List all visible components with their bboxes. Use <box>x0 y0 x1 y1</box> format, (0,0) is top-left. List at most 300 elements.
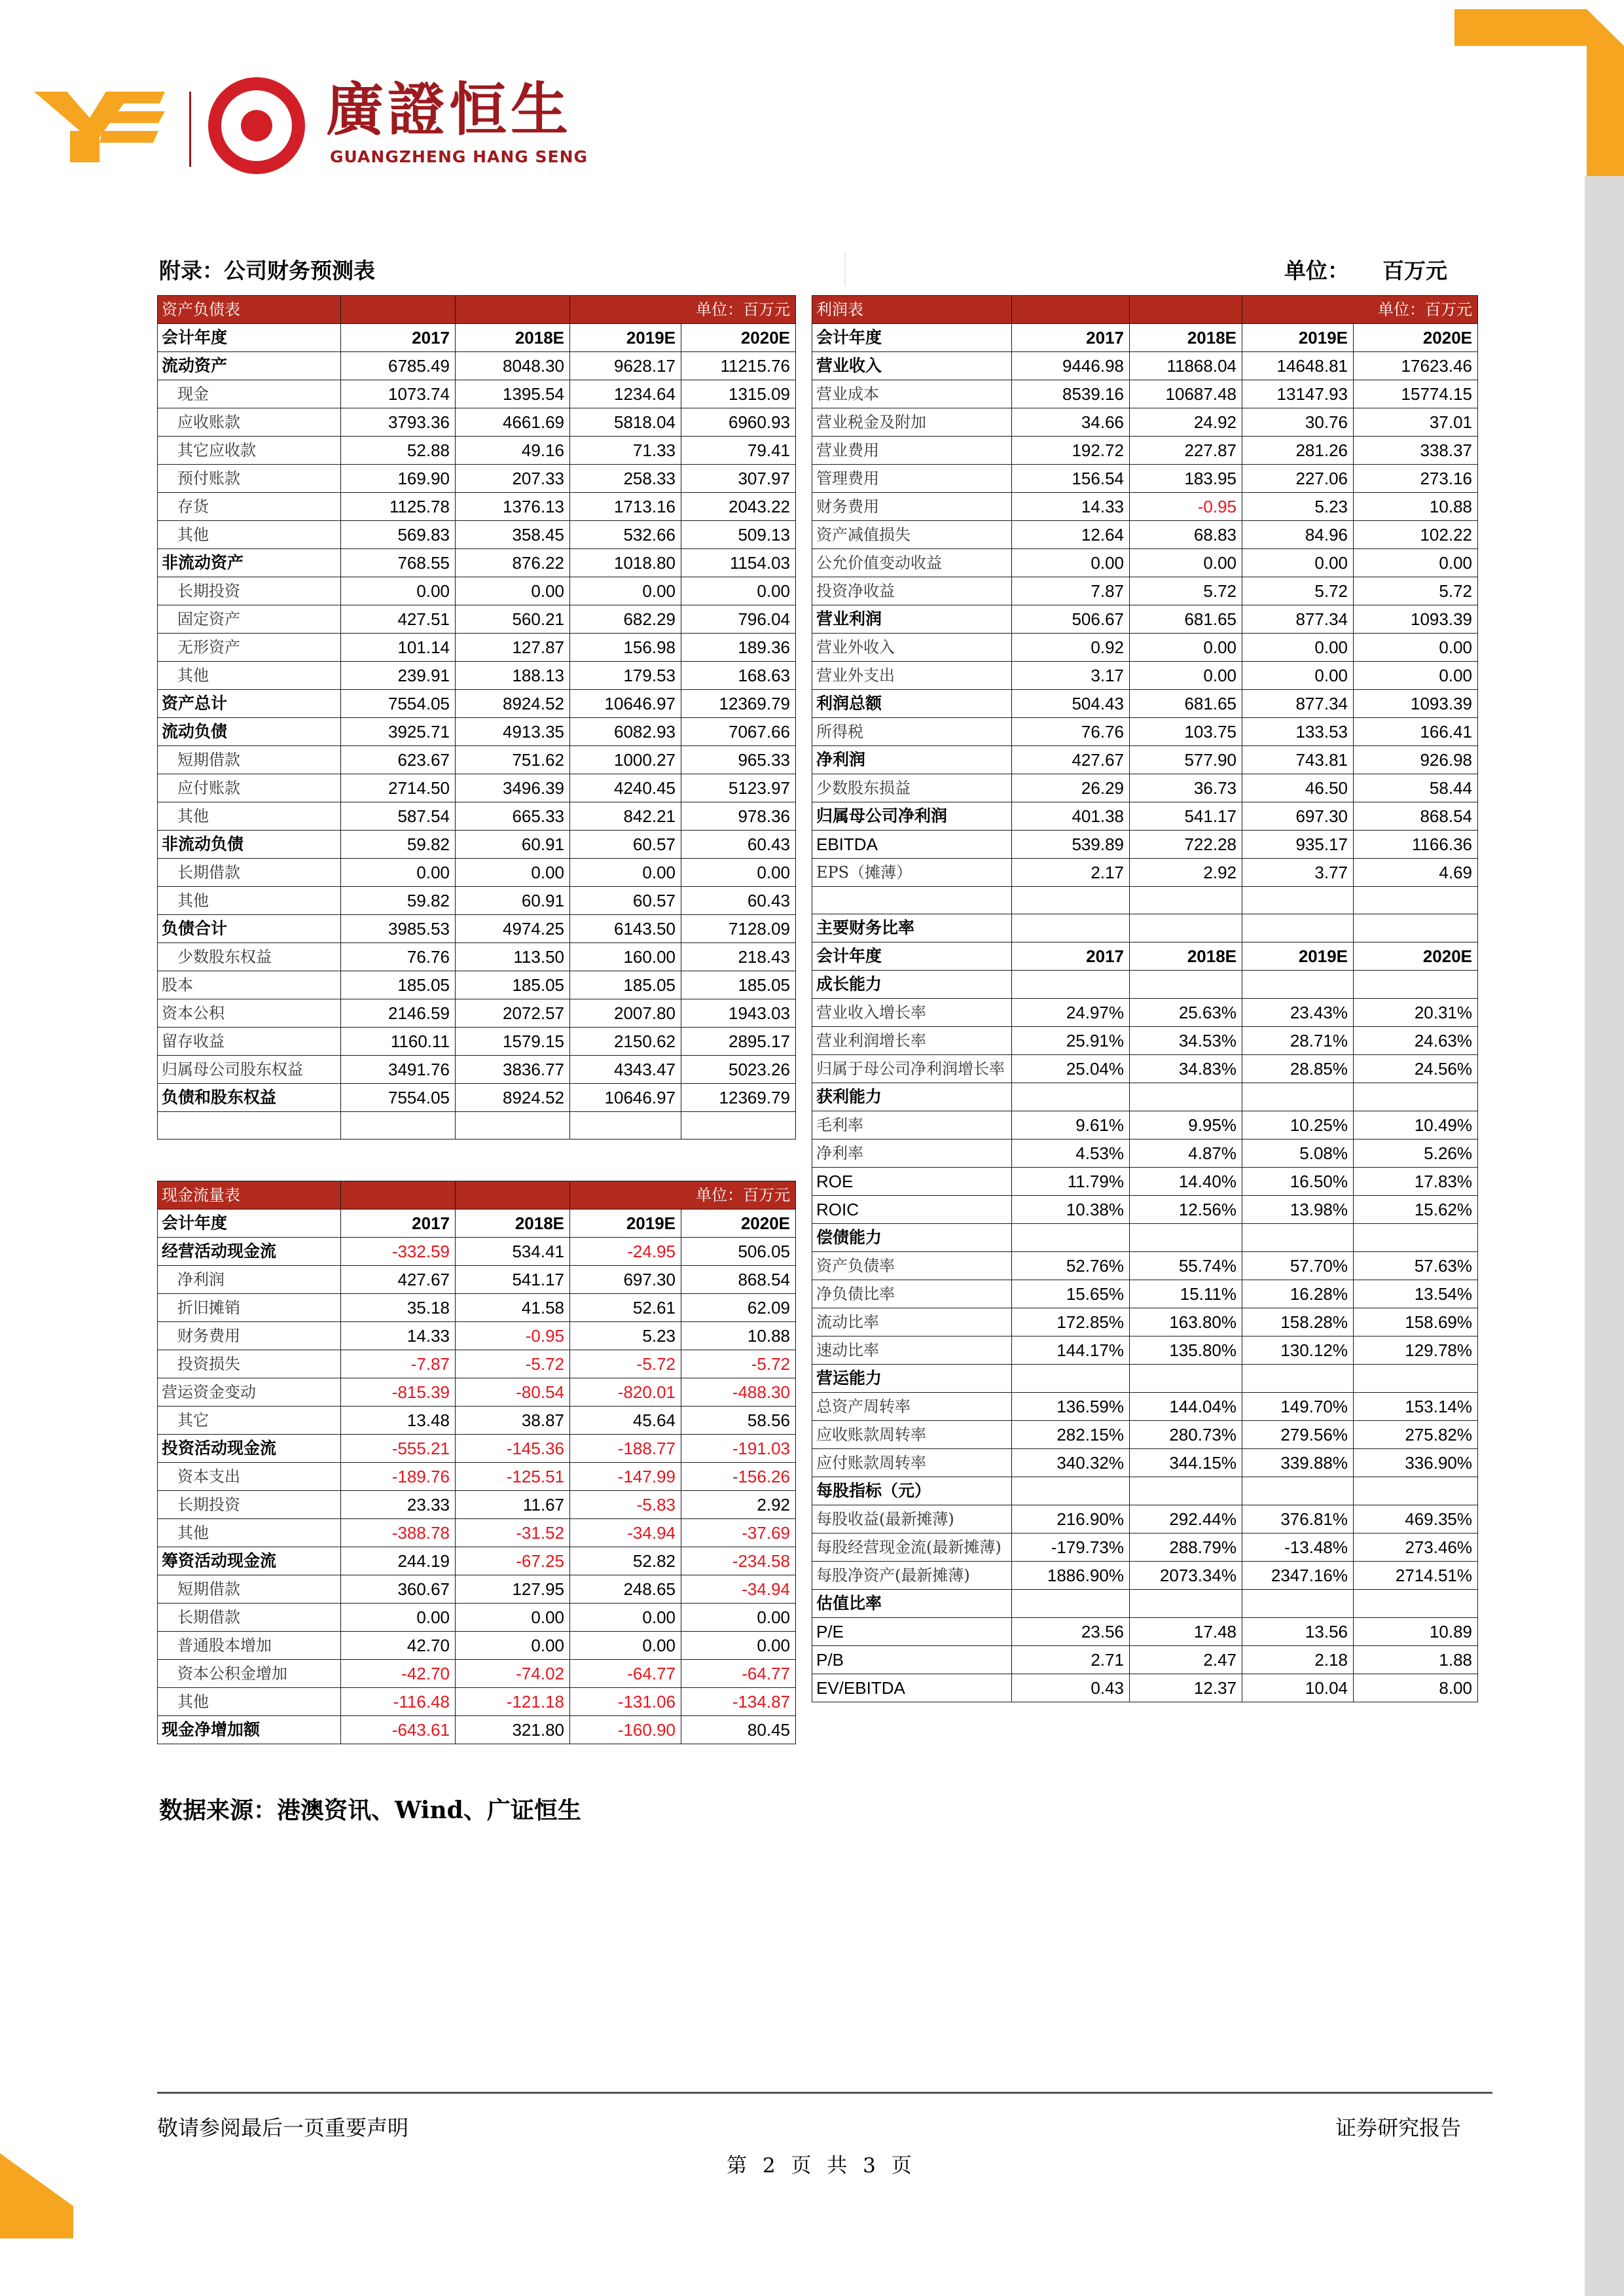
value-cell: 344.15% <box>1130 1449 1242 1477</box>
value-cell: 427.67 <box>341 1266 456 1294</box>
table-row <box>812 1477 1478 1505</box>
value-cell: 9.95% <box>1130 1111 1242 1139</box>
row-label: 营业利润 <box>812 605 1012 634</box>
value-cell: -42.70 <box>341 1660 456 1688</box>
value-cell: 79.41 <box>681 437 796 465</box>
value-cell: 24.63% <box>1354 1027 1478 1055</box>
value-cell: 2.18 <box>1242 1646 1354 1674</box>
value-cell: 0.00 <box>341 859 456 887</box>
value-cell: -234.58 <box>681 1547 796 1575</box>
row-label: 管理费用 <box>812 465 1012 493</box>
value-cell: 244.19 <box>341 1547 456 1575</box>
value-cell: 9446.98 <box>1012 352 1130 380</box>
value-cell: 42.70 <box>341 1632 456 1660</box>
table-row <box>158 549 796 577</box>
table-row <box>812 549 1478 577</box>
value-cell: 665.33 <box>456 802 570 831</box>
value-cell: 127.95 <box>456 1575 570 1604</box>
value-cell: 697.30 <box>1242 802 1354 831</box>
value-cell: 935.17 <box>1242 831 1354 859</box>
value-cell: 11.79% <box>1012 1168 1130 1196</box>
row-label: 毛利率 <box>812 1111 1012 1139</box>
table-row <box>812 1365 1478 1393</box>
value-cell: 0.00 <box>681 1632 796 1660</box>
table-row <box>812 1027 1478 1055</box>
value-cell <box>1130 914 1242 942</box>
value-cell <box>1130 887 1242 914</box>
row-label: 其它 <box>158 1407 341 1435</box>
value-cell: 280.73% <box>1130 1421 1242 1449</box>
value-cell: 321.80 <box>456 1716 570 1744</box>
section-blank-cell <box>341 296 456 324</box>
row-label: 净负债比率 <box>812 1280 1012 1308</box>
value-cell: 0.00 <box>570 1632 681 1660</box>
table-row <box>812 493 1478 521</box>
value-cell: 281.26 <box>1242 437 1354 465</box>
column-header-year: 2020E <box>681 324 796 352</box>
value-cell: 52.82 <box>570 1547 681 1575</box>
value-cell: 273.46% <box>1354 1534 1478 1562</box>
value-cell: 168.63 <box>681 662 796 690</box>
value-cell: 5.72 <box>1130 577 1242 605</box>
value-cell <box>1354 1365 1478 1393</box>
section-title: 利润表 <box>812 296 1012 324</box>
table-row <box>812 914 1478 942</box>
value-cell: 25.04% <box>1012 1055 1130 1083</box>
row-label: 短期借款 <box>158 1575 341 1604</box>
value-cell: 751.62 <box>456 746 570 774</box>
value-cell: 37.01 <box>1354 408 1478 437</box>
value-cell: 1160.11 <box>341 1028 456 1056</box>
unit-value: 百万元 <box>1382 258 1447 283</box>
value-cell: 3985.53 <box>341 915 456 943</box>
table-row <box>812 1308 1478 1336</box>
value-cell: 8924.52 <box>456 690 570 718</box>
value-cell: 1579.15 <box>456 1028 570 1056</box>
value-cell: 2146.59 <box>341 999 456 1028</box>
row-label: 净利率 <box>812 1139 1012 1168</box>
value-cell: 160.00 <box>570 943 681 971</box>
value-cell: 156.54 <box>1012 465 1130 493</box>
value-cell: 275.82% <box>1354 1421 1478 1449</box>
footer-divider <box>157 2092 1492 2094</box>
value-cell: 796.04 <box>681 605 796 634</box>
row-label: 营运资金变动 <box>158 1378 341 1407</box>
value-cell <box>1012 887 1130 914</box>
value-cell: 158.28% <box>1242 1308 1354 1336</box>
value-cell: -121.18 <box>456 1688 570 1716</box>
value-cell: 4.87% <box>1130 1139 1242 1168</box>
row-label: 获利能力 <box>812 1083 1012 1111</box>
table-row <box>158 1716 796 1744</box>
value-cell: 102.22 <box>1354 521 1478 549</box>
value-cell: 35.18 <box>341 1294 456 1322</box>
value-cell <box>1130 1590 1242 1618</box>
row-label: 其他 <box>158 662 341 690</box>
value-cell: 84.96 <box>1242 521 1354 549</box>
value-cell: 23.33 <box>341 1491 456 1519</box>
row-label: 股本 <box>158 971 341 999</box>
value-cell: 59.82 <box>341 887 456 915</box>
value-cell: 188.13 <box>456 662 570 690</box>
value-cell: -34.94 <box>570 1519 681 1547</box>
table-row <box>158 1688 796 1716</box>
value-cell: -643.61 <box>341 1716 456 1744</box>
brand-name-en: GUANGZHENG HANG SENG <box>330 147 588 166</box>
value-cell: 539.89 <box>1012 831 1130 859</box>
section-blank-cell <box>1012 296 1130 324</box>
row-label: 营运能力 <box>812 1365 1012 1393</box>
value-cell: 58.56 <box>681 1407 796 1435</box>
value-cell: 16.28% <box>1242 1280 1354 1308</box>
value-cell: 307.97 <box>681 465 796 493</box>
value-cell: 0.43 <box>1012 1674 1130 1702</box>
table-row <box>812 521 1478 549</box>
value-cell: 60.57 <box>570 887 681 915</box>
value-cell: 11.67 <box>456 1491 570 1519</box>
value-cell: 0.00 <box>681 859 796 887</box>
table-row <box>158 408 796 437</box>
row-label: 非流动负债 <box>158 831 341 859</box>
value-cell: 6143.50 <box>570 915 681 943</box>
value-cell: 179.53 <box>570 662 681 690</box>
value-cell: 227.87 <box>1130 437 1242 465</box>
table-row <box>812 352 1478 380</box>
value-cell: 14.40% <box>1130 1168 1242 1196</box>
value-cell: 5.23 <box>570 1322 681 1350</box>
table-row <box>158 1084 796 1112</box>
row-label: 非流动资产 <box>158 549 341 577</box>
corner-decoration <box>1454 9 1624 176</box>
value-cell: 560.21 <box>456 605 570 634</box>
value-cell: 158.69% <box>1354 1308 1478 1336</box>
value-cell: 10.04 <box>1242 1674 1354 1702</box>
row-label: P/B <box>812 1646 1012 1674</box>
value-cell: 24.97% <box>1012 999 1130 1027</box>
table-row <box>812 408 1478 437</box>
row-label: 流动比率 <box>812 1308 1012 1336</box>
seal-logo-icon <box>208 77 305 174</box>
table-row <box>158 1350 796 1378</box>
value-cell: 0.00 <box>570 577 681 605</box>
value-cell: 965.33 <box>681 746 796 774</box>
value-cell: 0.00 <box>456 1604 570 1632</box>
column-header-label: 会计年度 <box>158 324 341 352</box>
value-cell: 6082.93 <box>570 718 681 746</box>
value-cell <box>1242 1365 1354 1393</box>
value-cell: 24.56% <box>1354 1055 1478 1083</box>
row-label: 无形资产 <box>158 634 341 662</box>
row-label: 会计年度 <box>812 942 1012 971</box>
value-cell: 1073.74 <box>341 380 456 408</box>
value-cell: 38.87 <box>456 1407 570 1435</box>
row-label: 营业外支出 <box>812 662 1012 690</box>
value-cell: -116.48 <box>341 1688 456 1716</box>
value-cell <box>1012 1365 1130 1393</box>
value-cell: 5.23 <box>1242 493 1354 521</box>
table-row <box>158 802 796 831</box>
section-header-row <box>158 1181 796 1210</box>
row-label: 其它应收款 <box>158 437 341 465</box>
row-label: 资本公积金增加 <box>158 1660 341 1688</box>
row-label: 每股经营现金流(最新摊薄) <box>812 1534 1012 1562</box>
value-cell: 427.67 <box>1012 746 1130 774</box>
value-cell: 1886.90% <box>1012 1562 1130 1590</box>
value-cell: 1943.03 <box>681 999 796 1028</box>
row-label: 负债合计 <box>158 915 341 943</box>
column-header-year: 2018E <box>456 1210 570 1238</box>
section-unit-note: 单位：百万元 <box>1242 296 1478 324</box>
value-cell: 14.33 <box>341 1322 456 1350</box>
value-cell: 877.34 <box>1242 690 1354 718</box>
row-label: 其他 <box>158 1688 341 1716</box>
column-header-label: 会计年度 <box>158 1210 341 1238</box>
value-cell: 34.53% <box>1130 1027 1242 1055</box>
value-cell: 17623.46 <box>1354 352 1478 380</box>
table-row <box>158 1491 796 1519</box>
value-cell: 768.55 <box>341 549 456 577</box>
column-header-year: 2017 <box>341 324 456 352</box>
value-cell: 57.63% <box>1354 1252 1478 1280</box>
value-cell: 2347.16% <box>1242 1562 1354 1590</box>
value-cell: -5.72 <box>456 1350 570 1378</box>
value-cell: 101.14 <box>341 634 456 662</box>
value-cell: -24.95 <box>570 1238 681 1266</box>
balance-sheet-table <box>157 295 796 1139</box>
table-row <box>158 1547 796 1575</box>
value-cell <box>1012 1477 1130 1505</box>
value-cell: 9628.17 <box>570 352 681 380</box>
table-row <box>158 999 796 1028</box>
value-cell: -7.87 <box>341 1350 456 1378</box>
value-cell: 743.81 <box>1242 746 1354 774</box>
value-cell: 189.36 <box>681 634 796 662</box>
row-label: 长期投资 <box>158 577 341 605</box>
row-label: 流动负债 <box>158 718 341 746</box>
section-title: 现金流量表 <box>158 1181 341 1210</box>
value-cell: 2.71 <box>1012 1646 1130 1674</box>
value-cell <box>1354 1477 1478 1505</box>
row-label: 营业费用 <box>812 437 1012 465</box>
value-cell: 13147.93 <box>1242 380 1354 408</box>
value-cell: 17.83% <box>1354 1168 1478 1196</box>
value-cell: 4913.35 <box>456 718 570 746</box>
value-cell: 0.00 <box>341 1604 456 1632</box>
table-row <box>812 1618 1478 1646</box>
value-cell: 336.90% <box>1354 1449 1478 1477</box>
value-cell: -64.77 <box>681 1660 796 1688</box>
row-label: 长期借款 <box>158 859 341 887</box>
value-cell: 681.65 <box>1130 690 1242 718</box>
value-cell: 0.00 <box>1354 662 1478 690</box>
value-cell: 4661.69 <box>456 408 570 437</box>
blank-cell <box>341 1112 456 1139</box>
table-row <box>158 1294 796 1322</box>
value-cell: 1125.78 <box>341 493 456 521</box>
value-cell: 192.72 <box>1012 437 1130 465</box>
column-header-year: 2020E <box>681 1210 796 1238</box>
table-row <box>158 437 796 465</box>
value-cell: 10.88 <box>681 1322 796 1350</box>
table-row <box>158 1056 796 1084</box>
value-cell: 4343.47 <box>570 1056 681 1084</box>
section-blank-cell <box>456 1181 570 1210</box>
value-cell: 0.00 <box>456 1632 570 1660</box>
row-label: ROIC <box>812 1196 1012 1224</box>
value-cell: 0.00 <box>1130 634 1242 662</box>
row-label: 少数股东损益 <box>812 774 1012 802</box>
value-cell: 172.85% <box>1012 1308 1130 1336</box>
value-cell: 3925.71 <box>341 718 456 746</box>
value-cell: 10.89 <box>1354 1618 1478 1646</box>
row-label: 留存收益 <box>158 1028 341 1056</box>
row-label: 存货 <box>158 493 341 521</box>
value-cell: 1395.54 <box>456 380 570 408</box>
row-label: 普通股本增加 <box>158 1632 341 1660</box>
value-cell: 14.33 <box>1012 493 1130 521</box>
value-cell: 1154.03 <box>681 549 796 577</box>
value-cell: 3491.76 <box>341 1056 456 1084</box>
value-cell: 24.92 <box>1130 408 1242 437</box>
table-row <box>812 1393 1478 1421</box>
row-label: 每股净资产(最新摊薄) <box>812 1562 1012 1590</box>
value-cell: 166.41 <box>1354 718 1478 746</box>
value-cell: -815.39 <box>341 1378 456 1407</box>
value-cell: -13.48% <box>1242 1534 1354 1562</box>
table-row <box>158 1378 796 1407</box>
value-cell: 427.51 <box>341 605 456 634</box>
value-cell: 0.00 <box>456 859 570 887</box>
value-cell: 183.95 <box>1130 465 1242 493</box>
value-cell: 0.00 <box>1354 549 1478 577</box>
value-cell: -147.99 <box>570 1463 681 1491</box>
value-cell: 10646.97 <box>570 1084 681 1112</box>
value-cell: 80.45 <box>681 1716 796 1744</box>
row-label: 投资活动现金流 <box>158 1435 341 1463</box>
table-row <box>158 915 796 943</box>
value-cell: 292.44% <box>1130 1505 1242 1534</box>
value-cell: 3.77 <box>1242 859 1354 887</box>
table-row <box>812 999 1478 1027</box>
section-unit-note: 单位：百万元 <box>570 296 796 324</box>
value-cell: 36.73 <box>1130 774 1242 802</box>
table-row <box>812 859 1478 887</box>
value-cell: 5.72 <box>1242 577 1354 605</box>
row-label: 主要财务比率 <box>812 914 1012 942</box>
value-cell: 532.66 <box>570 521 681 549</box>
value-cell: 52.88 <box>341 437 456 465</box>
value-cell: 30.76 <box>1242 408 1354 437</box>
row-label: 成长能力 <box>812 971 1012 999</box>
value-cell: 5023.26 <box>681 1056 796 1084</box>
row-label: 公允价值变动收益 <box>812 549 1012 577</box>
value-cell: 10.88 <box>1354 493 1478 521</box>
table-row <box>812 690 1478 718</box>
value-cell <box>1242 1224 1354 1252</box>
value-cell: -5.72 <box>681 1350 796 1378</box>
value-cell: 376.81% <box>1242 1505 1354 1534</box>
row-label: 资产总计 <box>158 690 341 718</box>
section-unit-note: 单位：百万元 <box>570 1181 796 1210</box>
row-label: 应收账款 <box>158 408 341 437</box>
column-header-year: 2019E <box>570 324 681 352</box>
table-row <box>812 1590 1478 1618</box>
value-cell: 156.98 <box>570 634 681 662</box>
page-title: 附录：公司财务预测表 <box>159 258 375 283</box>
value-cell: 15.11% <box>1130 1280 1242 1308</box>
value-cell: 28.71% <box>1242 1027 1354 1055</box>
value-cell: 185.05 <box>456 971 570 999</box>
value-cell <box>1242 1590 1354 1618</box>
value-cell: 25.63% <box>1130 999 1242 1027</box>
row-label: 应收账款周转率 <box>812 1421 1012 1449</box>
value-cell: 169.90 <box>341 465 456 493</box>
value-cell: 12369.79 <box>681 690 796 718</box>
value-cell: 6785.49 <box>341 352 456 380</box>
value-cell: 55.74% <box>1130 1252 1242 1280</box>
row-label: 利润总额 <box>812 690 1012 718</box>
table-row <box>158 1519 796 1547</box>
value-cell: 2007.80 <box>570 999 681 1028</box>
value-cell: 7554.05 <box>341 690 456 718</box>
value-cell: 15.62% <box>1354 1196 1478 1224</box>
row-label <box>812 887 1012 914</box>
value-cell: 0.92 <box>1012 634 1130 662</box>
value-cell: 681.65 <box>1130 605 1242 634</box>
bottom-corner-decoration <box>0 2153 73 2238</box>
row-label: 偿债能力 <box>812 1224 1012 1252</box>
row-label: 总资产周转率 <box>812 1393 1012 1421</box>
row-label: 营业税金及附加 <box>812 408 1012 437</box>
value-cell: 926.98 <box>1354 746 1478 774</box>
value-cell: 5.08% <box>1242 1139 1354 1168</box>
row-label: 经营活动现金流 <box>158 1238 341 1266</box>
value-cell: -189.76 <box>341 1463 456 1491</box>
value-cell: 5123.97 <box>681 774 796 802</box>
row-label: 折旧摊销 <box>158 1294 341 1322</box>
value-cell: -80.54 <box>456 1378 570 1407</box>
table-row <box>158 690 796 718</box>
table-row <box>158 718 796 746</box>
value-cell <box>1242 1083 1354 1111</box>
value-cell: 506.67 <box>1012 605 1130 634</box>
value-cell: -488.30 <box>681 1378 796 1407</box>
table-row <box>812 774 1478 802</box>
column-header-year: 2018E <box>456 324 570 352</box>
value-cell: 5818.04 <box>570 408 681 437</box>
disclaimer-note: 敬请参阅最后一页重要声明 <box>157 2115 409 2140</box>
row-label: 每股指标（元） <box>812 1477 1012 1505</box>
value-cell: 868.54 <box>681 1266 796 1294</box>
value-cell <box>1130 1477 1242 1505</box>
value-cell: 207.33 <box>456 465 570 493</box>
table-row <box>812 1646 1478 1674</box>
row-label: 负债和股东权益 <box>158 1084 341 1112</box>
value-cell: 9.61% <box>1012 1111 1130 1139</box>
table-row <box>158 1632 796 1660</box>
value-cell: 288.79% <box>1130 1534 1242 1562</box>
value-cell: 534.41 <box>456 1238 570 1266</box>
value-cell: -125.51 <box>456 1463 570 1491</box>
row-label: 短期借款 <box>158 746 341 774</box>
value-cell: 129.78% <box>1354 1336 1478 1365</box>
value-cell: 26.29 <box>1012 774 1130 802</box>
value-cell: 1166.36 <box>1354 831 1478 859</box>
value-cell: 4.53% <box>1012 1139 1130 1168</box>
blank-cell <box>456 1112 570 1139</box>
value-cell: 2072.57 <box>456 999 570 1028</box>
value-cell: 0.00 <box>1242 549 1354 577</box>
